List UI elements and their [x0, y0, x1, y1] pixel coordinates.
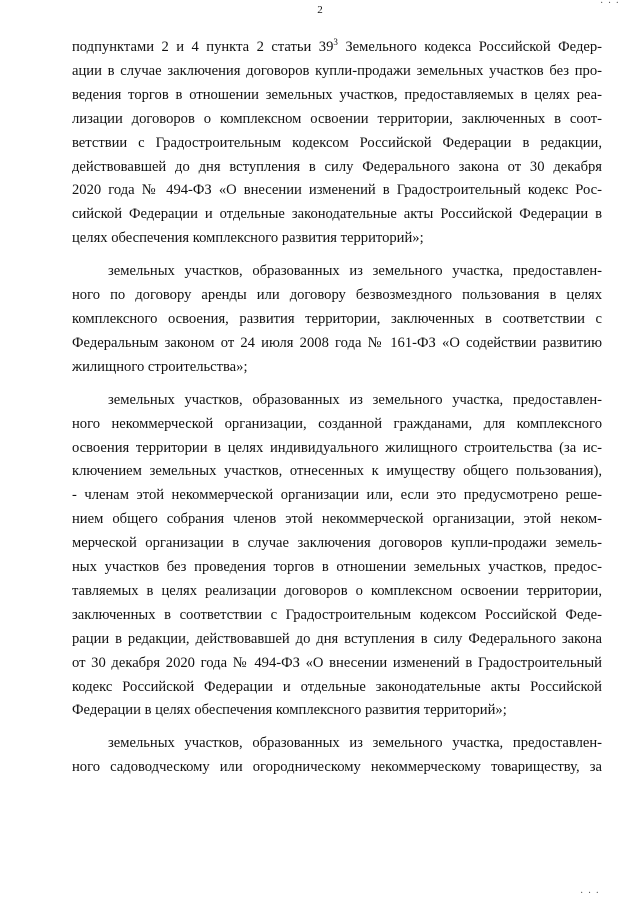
text-line: лизации договоров о комплексном освоении территории, заключенных в соот- [72, 110, 602, 127]
text-line: Федерации в целях обеспечения комплексного развития территорий»; [72, 702, 507, 719]
text-line: ных участков без проведения торгов в отношении земельных участков, предос- [72, 559, 602, 576]
text-line: ключением земельных участков, отнесенных к имуществу общего пользования), [72, 463, 602, 480]
document-body [72, 36, 602, 780]
page-number: 2 [317, 4, 323, 16]
text-line: земельных участков, образованных из земельного участка, предоставлен- [108, 735, 602, 752]
paragraph-4 [72, 732, 602, 780]
text-line: нием общего собрания членов этой некоммерческой организации, этой неком- [72, 511, 602, 528]
text-line: рации в редакции, действовавшей до дня вступления в силу Федерального закона [72, 630, 602, 647]
text-line: ного по договору аренды или договору безвозмездного пользования в целях [72, 287, 602, 304]
text-line: от 30 декабря 2020 года № 494-ФЗ «О внесении изменений в Градостроительный [72, 654, 602, 671]
text-line: кодекс Российской Федерации и отдельные законодательные акты Российской [72, 678, 602, 695]
text-line: ветствии с Градостроительным кодексом Российской Федерации в редакции, [72, 134, 602, 151]
text-line: земельных участков, образованных из земельного участка, предоставлен- [108, 263, 602, 280]
text-line: ного некоммерческой организации, созданной гражданами, для комплексного [72, 415, 602, 432]
text-line: комплексного освоения, развития территории, заключенных в соответствии с [72, 310, 602, 327]
text-line: - членам этой некоммерческой организации или, если это предусмотрено реше- [72, 487, 602, 504]
text-line: сийской Федерации и отдельные законодательные акты Российской Федерации в [72, 206, 602, 223]
text-line: Федеральным законом от 24 июля 2008 года № 161-ФЗ «О содействии развитию [72, 334, 602, 351]
text-line: мерческой организации в случае заключения договоров купли-продажи земель- [72, 535, 602, 552]
text-line: тавляемых в целях реализации договоров о комплексном освоении территории, [72, 582, 602, 599]
text-line: жилищного строительства»; [72, 358, 248, 375]
corner-mark: · · · [600, 0, 620, 9]
text-line: освоения территории в целях индивидуального жилищного строительства (за ис- [72, 439, 602, 456]
text-line: заключенных в соответствии с Градостроительным кодексом Российской Феде- [72, 606, 602, 623]
superscript: 3 [333, 37, 338, 48]
paragraph-3 [72, 389, 602, 724]
text-line: ации в случае заключения договоров купли-продажи земельных участков без про- [72, 62, 602, 79]
paragraph-1 [72, 36, 602, 251]
text-line: земельных участков, образованных из земельного участка, предоставлен- [108, 391, 602, 408]
text-line: действовавшей до дня вступления в силу Федерального закона от 30 декабря [72, 158, 602, 175]
text-line: ведения торгов в отношении земельных участков, предоставляемых в целях реа- [72, 86, 602, 103]
bottom-mark: · · · [580, 888, 600, 899]
text-line: подпунктами 2 и 4 пункта 2 статьи $39^3$ Земельного кодекса Российской Федер- [72, 37, 602, 55]
text-line: 2020 года № 494-ФЗ «О внесении изменений в Градостроительный кодекс Рос- [72, 182, 602, 199]
text-line: ного садоводческому или огородническому некоммерческому товариществу, за [72, 759, 602, 776]
text-line: целях обеспечения комплексного развития территорий»; [72, 230, 424, 247]
paragraph-2 [72, 260, 602, 380]
